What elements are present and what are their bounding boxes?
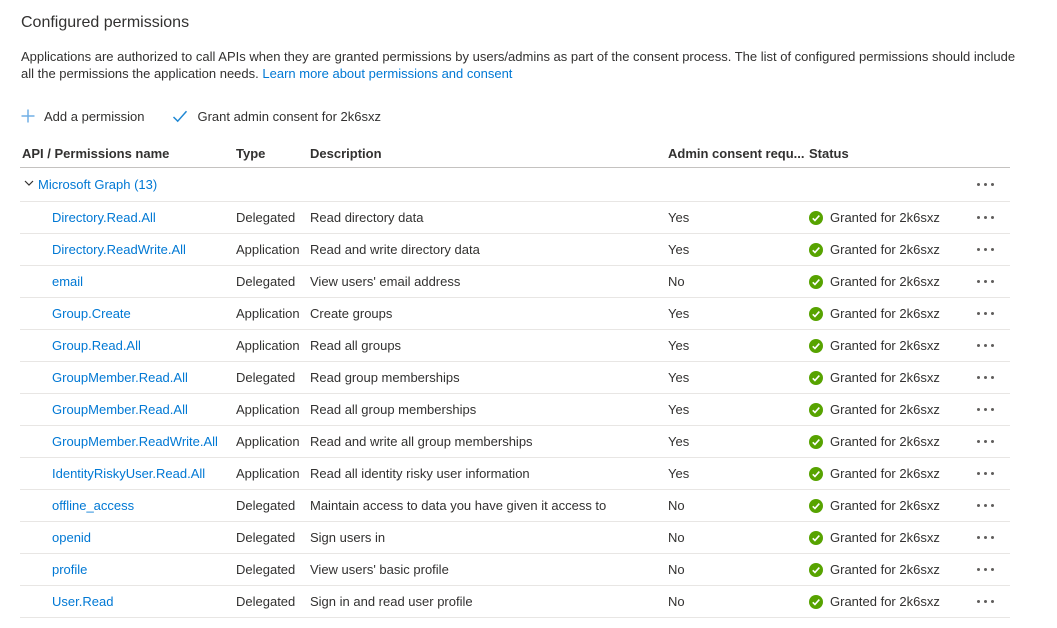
permission-row[interactable] [20,522,1010,554]
permission-type: Delegated [236,370,296,385]
ellipsis-dot [977,376,980,379]
row-menu-button[interactable] [976,308,995,319]
status-label: Granted for 2k6sxz [830,466,940,481]
check-circle-icon [809,563,823,577]
ellipsis-dot [991,568,994,571]
permission-type: Delegated [236,210,296,225]
row-menu-button[interactable] [976,244,995,255]
admin-consent-required-value: Yes [668,210,690,225]
admin-consent-required-value: Yes [668,466,690,481]
permission-type: Application [236,402,300,417]
status-badge [807,306,957,321]
check-circle-icon [809,211,823,225]
ellipsis-dot [977,216,980,219]
permission-link[interactable]: openid [52,530,92,545]
check-circle-icon [809,403,823,417]
ellipsis-dot [984,600,987,603]
check-circle-icon [809,467,823,481]
status-label: Granted for 2k6sxz [830,594,940,609]
permission-type: Delegated [236,498,296,513]
status-label: Granted for 2k6sxz [830,530,940,545]
permission-link[interactable]: Group.Read.All [52,338,141,353]
admin-consent-required-value: No [668,562,685,577]
api-group-name-cell [20,177,234,192]
row-menu-button[interactable] [976,564,995,575]
ellipsis-dot [991,472,994,475]
status-label: Granted for 2k6sxz [830,402,940,417]
status-badge [807,402,957,417]
ellipsis-dot [977,408,980,411]
permission-link[interactable]: offline_access [52,498,135,513]
ellipsis-dot [977,312,980,315]
status-badge [807,242,957,257]
ellipsis-dot [977,440,980,443]
permission-link[interactable]: GroupMember.Read.All [52,370,188,385]
ellipsis-dot [991,600,994,603]
ellipsis-dot [977,280,980,283]
status-badge [807,466,957,481]
permission-type: Application [236,306,300,321]
ellipsis-dot [984,568,987,571]
status-label: Granted for 2k6sxz [830,210,940,225]
ellipsis-dot [984,440,987,443]
ellipsis-dot [977,248,980,251]
permission-link[interactable]: GroupMember.Read.All [52,402,188,417]
permission-link[interactable]: email [52,274,84,289]
permission-link[interactable]: GroupMember.ReadWrite.All [52,434,218,449]
admin-consent-required-value: No [668,498,685,513]
chevron-down-icon [23,177,35,192]
status-label: Granted for 2k6sxz [830,562,940,577]
learn-more-link[interactable]: Learn more about permissions and consent [262,66,513,81]
permission-link[interactable]: profile [52,562,88,577]
status-label: Granted for 2k6sxz [830,498,940,513]
ellipsis-dot [984,536,987,539]
permission-type: Application [236,466,300,481]
permission-description: View users' basic profile [310,562,449,577]
row-menu-button[interactable] [976,179,995,190]
row-menu-button[interactable] [976,596,995,607]
admin-consent-required-value: Yes [668,434,690,449]
permission-link[interactable]: Directory.ReadWrite.All [52,242,186,257]
permission-description: Maintain access to data you have given it access to [310,498,607,513]
description-text [21,48,1023,82]
col-header-description: Description [310,146,382,161]
admin-consent-required-value: No [668,274,685,289]
check-circle-icon [809,339,823,353]
permission-row[interactable] [20,458,1010,490]
permission-description: Read group memberships [310,370,460,385]
permission-link[interactable]: IdentityRiskyUser.Read.All [52,466,206,481]
permission-row[interactable] [20,298,1010,330]
col-header-status: Status [809,146,849,161]
admin-consent-required-value: Yes [668,242,690,257]
ellipsis-dot [991,408,994,411]
permission-type: Delegated [236,530,296,545]
row-menu-button[interactable] [976,372,995,383]
table-header-row [20,140,1010,168]
toolbar [21,106,1057,126]
row-menu-button[interactable] [976,340,995,351]
permission-link[interactable]: Directory.Read.All [52,210,156,225]
permission-description: Read and write directory data [310,242,480,257]
status-badge [807,370,957,385]
permission-type: Application [236,242,300,257]
ellipsis-dot [984,472,987,475]
row-menu-button[interactable] [976,532,995,543]
row-menu-button[interactable] [976,276,995,287]
permission-link[interactable]: User.Read [52,594,114,609]
permission-row[interactable] [20,426,1010,458]
description-body: Applications are authorized to call APIs when they are granted permissions by users/admins as part of the consent process. The list of configured permissions should include all the permissions the application needs. [21,49,1016,81]
ellipsis-dot [991,536,994,539]
status-label: Granted for 2k6sxz [830,370,940,385]
ellipsis-dot [984,312,987,315]
ellipsis-dot [977,536,980,539]
admin-consent-required-value: Yes [668,402,690,417]
check-circle-icon [809,531,823,545]
permission-type: Delegated [236,562,296,577]
ellipsis-dot [984,344,987,347]
permission-description: View users' email address [310,274,461,289]
admin-consent-required-value: Yes [668,370,690,385]
permissions-table [20,140,1010,618]
admin-consent-required-value: No [668,530,685,545]
check-circle-icon [809,499,823,513]
admin-consent-required-value: No [668,594,685,609]
status-badge [807,562,957,577]
permission-row[interactable] [20,202,1010,234]
check-circle-icon [809,275,823,289]
check-circle-icon [809,595,823,609]
status-label: Granted for 2k6sxz [830,242,940,257]
admin-consent-required-value: Yes [668,338,690,353]
check-circle-icon [809,307,823,321]
add-permission-button[interactable] [21,109,144,124]
permission-row[interactable] [20,490,1010,522]
grant-admin-consent-label: Grant admin consent for 2k6sxz [197,108,381,124]
ellipsis-dot [977,183,980,186]
permission-description: Sign users in [310,530,386,545]
admin-consent-required-value: Yes [668,306,690,321]
permission-description: Read and write all group memberships [310,434,533,449]
page-title: Configured permissions [21,14,190,31]
ellipsis-dot [984,376,987,379]
check-circle-icon [809,243,823,257]
row-menu-button[interactable] [976,404,995,415]
permission-description: Read all groups [310,338,402,353]
api-group-row[interactable] [20,168,1010,202]
status-badge [807,594,957,609]
ellipsis-dot [991,376,994,379]
api-group-link[interactable]: Microsoft Graph (13) [38,177,158,192]
status-badge [807,338,957,353]
col-header-api-permissions-name: API / Permissions name [22,146,170,161]
ellipsis-dot [991,248,994,251]
col-header-type: Type [236,146,266,161]
permission-row[interactable] [20,362,1010,394]
permission-row[interactable] [20,586,1010,618]
permission-description: Read all group memberships [310,402,477,417]
permission-link[interactable]: Group.Create [52,306,131,321]
ellipsis-dot [991,504,994,507]
status-label: Granted for 2k6sxz [830,434,940,449]
row-menu-button[interactable] [976,212,995,223]
checkmark-icon [172,110,188,123]
status-label: Granted for 2k6sxz [830,306,940,321]
ellipsis-dot [984,248,987,251]
ellipsis-dot [984,280,987,283]
add-permission-label: Add a permission [44,108,145,124]
ellipsis-dot [984,504,987,507]
row-menu-button[interactable] [976,500,995,511]
ellipsis-dot [991,183,994,186]
permission-type: Delegated [236,274,296,289]
ellipsis-dot [977,344,980,347]
status-label: Granted for 2k6sxz [830,274,940,289]
status-badge [807,498,957,513]
row-menu-button[interactable] [976,436,995,447]
ellipsis-dot [991,440,994,443]
permission-type: Application [236,434,300,449]
permission-description: Create groups [310,306,393,321]
permission-row[interactable] [20,394,1010,426]
check-circle-icon [809,435,823,449]
col-header-admin-consent-required: Admin consent requ... [668,146,805,161]
plus-icon [21,109,35,123]
permission-row[interactable] [20,330,1010,362]
permission-description: Sign in and read user profile [310,594,473,609]
ellipsis-dot [977,472,980,475]
check-circle-icon [809,371,823,385]
status-label: Granted for 2k6sxz [830,338,940,353]
status-badge [807,210,957,225]
ellipsis-dot [984,183,987,186]
status-badge [807,434,957,449]
permission-row[interactable] [20,554,1010,586]
ellipsis-dot [977,568,980,571]
ellipsis-dot [984,216,987,219]
ellipsis-dot [977,504,980,507]
row-menu-button[interactable] [976,468,995,479]
permission-description: Read directory data [310,210,424,225]
permission-type: Delegated [236,594,296,609]
status-badge [807,274,957,289]
permission-type: Application [236,338,300,353]
ellipsis-dot [991,312,994,315]
grant-admin-consent-button[interactable] [172,109,381,124]
ellipsis-dot [991,280,994,283]
permission-row[interactable] [20,234,1010,266]
ellipsis-dot [984,408,987,411]
permission-description: Read all identity risky user information [310,466,530,481]
permission-row[interactable] [20,266,1010,298]
ellipsis-dot [977,600,980,603]
ellipsis-dot [991,344,994,347]
ellipsis-dot [991,216,994,219]
status-badge [807,530,957,545]
table-body [20,202,1010,618]
